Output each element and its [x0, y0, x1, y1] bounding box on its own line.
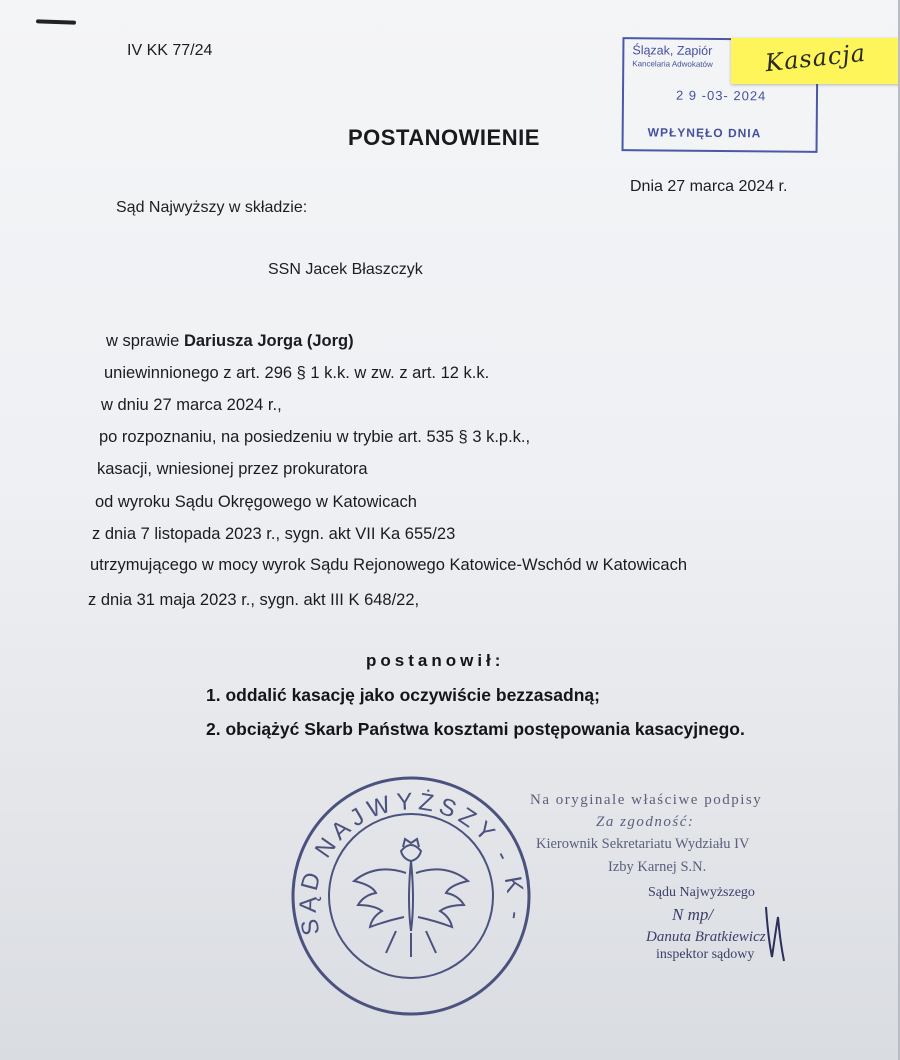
- body-line-2: uniewinnionego z art. 296 § 1 k.k. w zw. z art. 12 k.k.: [104, 364, 490, 382]
- stamp-firm-subtitle: Kancelaria Adwokatów: [632, 59, 713, 69]
- auth-clerk-name: Danuta Bratkiewicz: [646, 929, 766, 945]
- document-title: POSTANOWIENIE: [348, 125, 540, 150]
- auth-initials: N mp/: [672, 905, 714, 924]
- auth-original-signatures: Na oryginale właściwe podpisy: [530, 792, 763, 808]
- ruling-item-1: 1. oddalić kasację jako oczywiście bezzasadną;: [206, 685, 600, 705]
- body-line-7: z dnia 7 listopada 2023 r., sygn. akt VII Ka 655/23: [92, 525, 456, 543]
- body-line-8: utrzymującego w mocy wyrok Sądu Rejonowego Katowice-Wschód w Katowicach: [90, 556, 688, 574]
- judge-name: SSN Jacek Błaszczyk: [268, 261, 423, 278]
- body-line-6: od wyroku Sądu Okręgowego w Katowicach: [95, 493, 417, 511]
- case-number: IV KK 77/24: [127, 42, 213, 59]
- eagle-icon: [354, 839, 468, 957]
- ruling-item-2: 2. obciążyć Skarb Państwa kosztami postępowania kasacyjnego.: [206, 719, 745, 739]
- auth-head-of-secretariat: Kierownik Sekretariatu Wydziału IV: [536, 836, 750, 852]
- body-line-4: po rozpoznaniu, na posiedzeniu w trybie art. 535 § 3 k.p.k.,: [99, 428, 531, 446]
- ruling-header: postanowił:: [366, 651, 505, 670]
- body-line-9: z dnia 31 maja 2023 r., sygn. akt III K 648/22,: [88, 591, 420, 609]
- court-seal: [288, 773, 534, 1019]
- body-line-1: [106, 332, 354, 351]
- body-line-3: w dniu 27 marca 2024 r.,: [101, 396, 282, 414]
- stamp-received-label: WPŁYNĘŁO DNIA: [647, 125, 762, 141]
- seal-text: SĄD NAJWYŻSZY - K -: [294, 787, 530, 938]
- signature-mark: [760, 905, 790, 965]
- defendant-name: Dariusza Jorga (Jorg): [183, 332, 354, 350]
- auth-chamber: Izby Karnej S.N.: [608, 859, 707, 875]
- auth-conformity: Za zgodność:: [596, 814, 695, 830]
- court-composition: Sąd Najwyższy w składzie:: [116, 199, 308, 216]
- sticky-note: [731, 38, 898, 84]
- decision-date: Dnia 27 marca 2024 r.: [630, 178, 788, 195]
- auth-supreme-court: Sądu Najwyższego: [648, 885, 755, 900]
- body-line-1-prefix: w sprawie: [106, 332, 184, 350]
- auth-clerk-role: inspektor sądowy: [656, 947, 755, 962]
- stamp-received-date: 2 9 -03- 2024: [675, 87, 767, 104]
- sticky-note-text: Kasacja: [763, 38, 868, 78]
- stamp-firm-name: Ślązak, Zapiór: [632, 43, 713, 58]
- pen-mark: [36, 19, 76, 24]
- body-line-5: kasacji, wniesionej przez prokuratora: [97, 460, 368, 478]
